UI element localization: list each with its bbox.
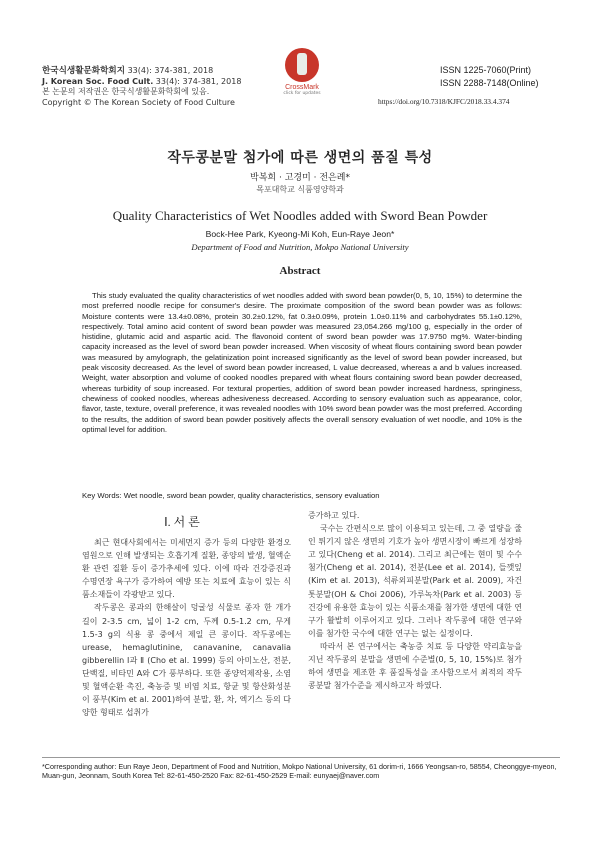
section-heading-introduction: Ⅰ. 서 론	[164, 515, 200, 529]
journal-header	[42, 66, 241, 108]
title-ko: 작두콩분말 첨가에 따른 생면의 품질 특성	[167, 150, 433, 166]
crossmark-label: CrossMark	[285, 84, 319, 91]
footnote-divider	[42, 757, 560, 758]
journal-name-en: J. Korean Soc. Food Cult.	[42, 76, 154, 86]
crossmark-icon	[285, 48, 319, 82]
paragraph: 따라서 본 연구에서는 축농증 치료 등 다양한 약리효능을 지닌 작두콩의 분말을 생면에 수준별(0, 5, 10, 15%)로 첨가하여 생면을 제조한 후 품질특성을 조사함으로서 최적의 작두콩분말 첨가수준을 제시하고자 하였다.	[308, 641, 522, 691]
affiliation-en: Department of Food and Nutrition, Mokpo National University	[191, 242, 409, 252]
crossmark-sub: click for updates	[283, 91, 321, 96]
title-en: Quality Characteristics of Wet Noodles added with Sword Bean Powder	[112, 208, 488, 223]
copyright-note: 본 논문의 저작권은 한국식생활문화학회에 있음.	[42, 87, 210, 96]
issn-block	[440, 64, 539, 90]
paragraph: 국수는 간편식으로 많이 이용되고 있는데, 그 중 열량을 줄인 튀기지 않은 생면의 기호가 높아 생면시장이 빠르게 성장하고 있다(Cheng et al. 2014). 그리고 최근에는 현미 및 수수첨가(Cheng et al. 2014), 전분(Lee et al. 2014), 들깻잎(Kim et al. 2013), 석류외피분말(Park et al. 2009), 자건톳분말(OH & Choi 2006), 가루녹차(Park et al. 2003) 등 건강에 유용한 효능이 있는 식품소재를 첨가한 생면에 대한 연구가 활발히 이루어지고 있다. 그러나 작두콩에 대한 연구와 이를 첨가한 국수에 대한 연구는 없는 실정이다.	[308, 524, 522, 638]
affiliation-ko: 목포대학교 식품영양학과	[256, 185, 344, 194]
authors-ko: 박복희 · 고경미 · 전은례*	[250, 173, 350, 183]
body-column-left	[82, 536, 291, 719]
abstract-text: This study evaluated the quality characteristics of wet noodles added with sword bean powder(0, 5, 10, 15%) to determine the most preferred noodle recipe for consumer's desire. The proximate composition of the sword bean powder was as follows: Moisture contents were 13.4±0.08%, protein 30.2±0.12%, fat 0.3±0.09%, protein 1.0±0.11% and carbohydrates 55.1±0.12%, respectively. Total amino acid content of sword bean powder was measured 23,054.266 mg/100 g, especially in the order of histidine, glutamic acid and aspartic acid. The flavonoid content of sword bean powder was 17.9750 mg%. Water-binding capacity increased as the level of sword bean powder increased. When viscosity of wheat flours containing sword bean powder was measured by amylograph, the gelatinization point increased significantly as the level of sword bean powder increased, but peak viscosity decreased. As the level of sword bean powder increased, L value decreased, whereas a and b values increased. Weight, water absorption and volume of cooked noodles prepared with wheat flours containing sword bean powder decreased, whereas turbidity of soup increased. For textural properties, addition of sword bean powder increased hardness, springiness, chewiness of cooked noodles, whereas adhesiveness decreased. According to sensory evaluation such as appearance, color, flavor, taste, texture, overall preference, it was revealed noodles with 10% sword bean powder was the most preferred. According to the results, the addition of sword bean powder positively affects the overall sensory evaluation of wet noodle, and 10% is the optimal level for addition.	[82, 291, 522, 434]
copyright: Copyright © The Korean Society of Food Culture	[42, 97, 235, 107]
keywords: Key Words: Wet noodle, sword bean powder, quality characteristics, sensory evaluation	[82, 491, 380, 500]
authors-en: Bock-Hee Park, Kyeong-Mi Koh, Eun-Raye Jeon*	[205, 229, 395, 239]
issn-online: ISSN 2288-7148(Online)	[440, 78, 539, 88]
paragraph: 증가하고 있다.	[308, 511, 360, 520]
issn-print: ISSN 1225-7060(Print)	[440, 65, 532, 75]
abstract-heading: Abstract	[279, 265, 321, 277]
doi-link[interactable]: https://doi.org/10.7318/KJFC/2018.33.4.374	[378, 97, 510, 106]
journal-cite-ko: 33(4): 374-381, 2018	[125, 66, 214, 75]
body-column-right	[308, 509, 522, 692]
journal-name-ko: 한국식생활문화학회지	[42, 66, 126, 76]
crossmark-badge[interactable]	[276, 48, 328, 96]
corresponding-author-footnote: *Corresponding author: Eun Raye Jeon, Department of Food and Nutrition, Mokpo National University, 61 dorim-ri, 1666 Yeongsan-ro, 58554, Cheonggye-myeon, Muan-gun, Jeonnam, South Korea Tel: 82-61-450-2520 Fax: 82-61-450-2529 E-mail: eunyaej@naver.com	[42, 762, 557, 781]
paragraph: 작두콩은 콩과의 한해살이 덩굴성 식물로 종자 한 개가 길이 2-3.5 cm, 넓이 1-2 cm, 두께 0.5-1.2 cm, 무게 1.5-3 g의 식용 콩 중에서 제일 큰 콩이다. 작두콩에는 urease, hemaglutinine, canavanine, canavalia gibberellin Ⅰ과 Ⅱ (Cho et al. 1999) 등의 아미노산, 전분, 단백질, 비타민 A와 C가 풍부하다. 또한 종양억제작용, 소염 및 혈액순환 촉진, 축농증 및 비염 치료, 항균 및 항산화성분이 풍부(Kim et al. 2001)하여 분말, 환, 차, 엑기스 등의 다양한 형태로 섭취가	[82, 603, 291, 718]
paragraph: 최근 현대사회에서는 미세먼지 증가 등의 다양한 환경오염원으로 인해 발생되는 호흡기계 질환, 종양의 발생, 혈액순환 관련 질환 등이 증가추세에 있다. 이에 따라 건강증진과 수명연장 욕구가 증가하여 예방 또는 치료에 효능이 있는 식품소재들이 각광받고 있다.	[82, 538, 291, 600]
journal-cite-en: 33(4): 374-381, 2018	[153, 76, 242, 86]
